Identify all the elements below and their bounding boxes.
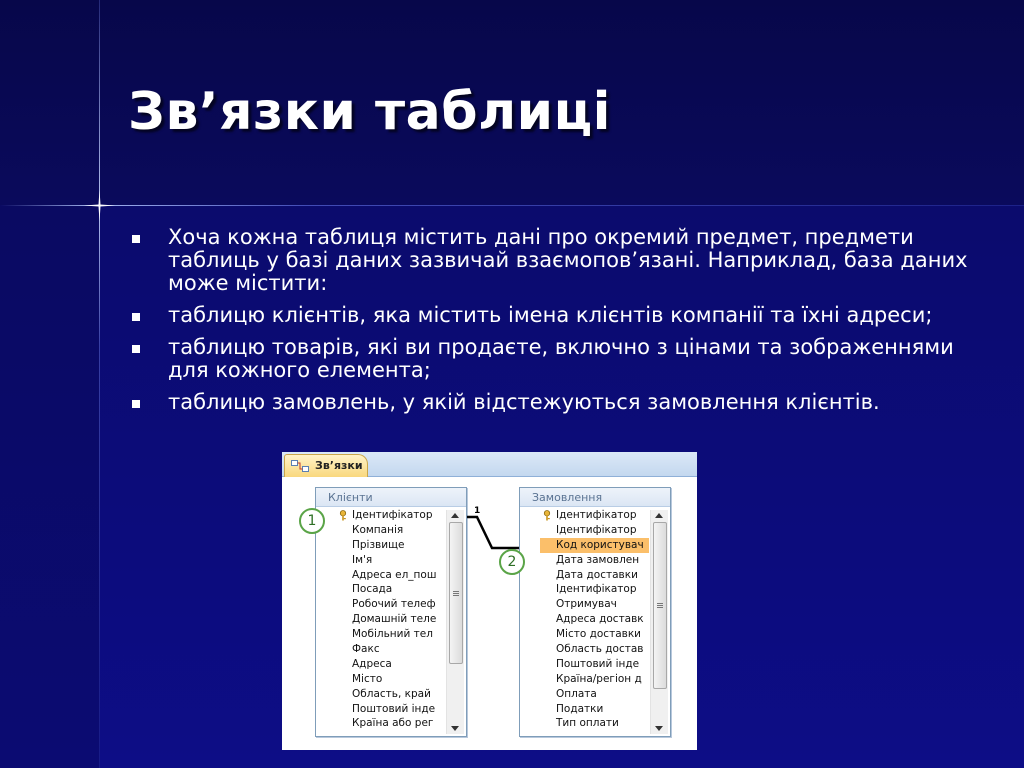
bullet-item — [130, 336, 980, 382]
field-name: Робочий телеф — [352, 598, 436, 611]
field-name: Адреса доставк — [556, 613, 644, 626]
field-name: Оплата — [556, 687, 597, 700]
bullet-text: Хоча кожна таблиця містить дані про окремий предмет, предмети таблиць у базі даних зазвичай взаємопов’язані. Наприклад, база даних може містити: — [168, 225, 968, 295]
field-name: Ідентифікатор — [556, 509, 637, 521]
field-name: Домашній теле — [352, 613, 437, 626]
bullet-item — [130, 391, 980, 414]
field-name: Прізвище — [352, 538, 405, 551]
field-name: Мобільний тел — [352, 628, 433, 641]
field-name: Ідентифікатор — [556, 523, 637, 536]
field-name: Поштовий інде — [352, 702, 436, 715]
field-name: Тип оплати — [556, 717, 619, 730]
field-name: Поштовий інде — [556, 657, 640, 670]
clients-table-title: Клієнти — [328, 491, 373, 504]
field-name: Податки — [556, 702, 604, 715]
bullet-marker-icon — [132, 345, 140, 353]
field-name: Ідентифікатор — [352, 509, 433, 521]
callout-1: 1 — [299, 508, 325, 534]
field-name: Дата замовлен — [556, 553, 640, 566]
field-name: Місто доставки — [556, 628, 641, 641]
field-name: Місто — [352, 672, 383, 685]
relationships-tab-label: Зв’язки — [315, 459, 363, 472]
bullet-item — [130, 226, 980, 295]
field-name: Адреса ел_пош — [352, 568, 437, 581]
relationships-canvas — [282, 477, 697, 750]
bullet-text: таблицю товарів, які ви продаєте, включно з цінами та зображеннями для кожного елемента; — [168, 335, 954, 382]
vertical-accent-line — [99, 0, 100, 768]
bullet-marker-icon — [132, 313, 140, 321]
bullet-list — [130, 226, 980, 423]
field-name: Область, край — [352, 687, 431, 700]
field-name: Адреса — [352, 657, 392, 670]
relationship-one-label: 1 — [474, 506, 481, 516]
relationships-icon — [291, 460, 309, 472]
field-name: Область достав — [556, 643, 644, 656]
bullet-item — [130, 304, 980, 327]
field-name: Компанія — [352, 523, 404, 536]
slide-title: Зв’язки таблиці — [128, 82, 611, 142]
field-name: Країна або рег — [352, 717, 434, 730]
field-name: Факс — [352, 643, 380, 656]
bullet-marker-icon — [132, 400, 140, 408]
relationship-line[interactable] — [282, 477, 697, 750]
field-name: Посада — [352, 583, 393, 596]
field-name: Код користувач — [556, 538, 644, 551]
orders-table-title: Замовлення — [532, 491, 603, 504]
field-name: Країна/регіон д — [556, 672, 642, 685]
field-name: Ідентифікатор — [556, 583, 637, 596]
bullet-text: таблицю замовлень, у якій відстежуються замовлення клієнтів. — [168, 390, 880, 414]
horizontal-accent-line — [0, 205, 1024, 206]
left-band — [0, 205, 100, 768]
field-name: Дата доставки — [556, 568, 638, 581]
field-name: Ім'я — [352, 553, 373, 566]
bullet-text: таблицю клієнтів, яка містить імена клієнтів компанії та їхні адреси; — [168, 303, 933, 327]
relationships-tab[interactable] — [284, 454, 368, 477]
bullet-marker-icon — [132, 235, 140, 243]
relationships-screenshot — [282, 452, 697, 750]
field-name: Отримувач — [556, 598, 617, 611]
document-tab-bar — [282, 452, 697, 477]
sparkle-icon — [84, 190, 115, 221]
callout-2: 2 — [499, 549, 525, 575]
